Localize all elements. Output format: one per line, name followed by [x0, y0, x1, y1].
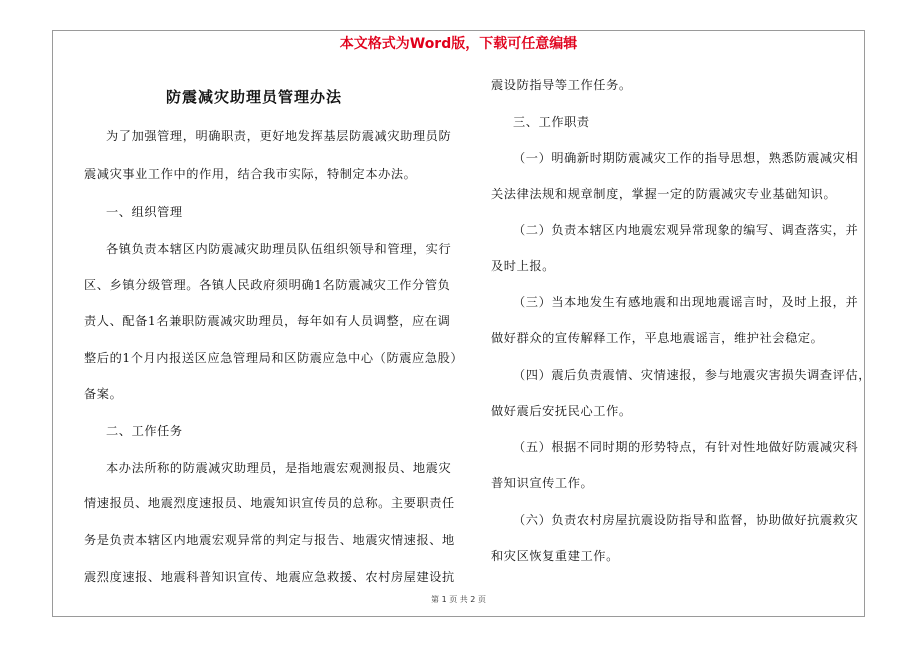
editable-banner: 本文格式为Word版，下载可任意编辑	[339, 36, 578, 52]
section-heading: 二、工作任务	[106, 424, 183, 438]
paragraph-line: 务是负责本辖区内地震宏观异常的判定与报告、地震灾情速报、地	[84, 533, 455, 547]
paragraph-line: （一）明确新时期防震减灾工作的指导思想，熟悉防震减灾相	[513, 151, 859, 165]
paragraph-line: 和灾区恢复重建工作。	[491, 549, 619, 563]
paragraph-line: 做好群众的宣传解释工作，平息地震谣言，维护社会稳定。	[491, 331, 824, 345]
paragraph-line: 震减灾事业工作中的作用，结合我市实际，特制定本办法。	[84, 167, 417, 181]
paragraph-line: 震烈度速报、地震科普知识宣传、地震应急救援、农村房屋建设抗	[84, 570, 455, 584]
paragraph-line: 备案。	[84, 387, 123, 401]
paragraph-line: （五）根据不同时期的形势特点，有针对性地做好防震减灾科	[513, 440, 859, 454]
section-heading: 三、工作职责	[513, 115, 590, 129]
paragraph-line: 责人、配备1名兼职防震减灾助理员，每年如有人员调整，应在调	[84, 314, 451, 328]
section-heading: 一、组织管理	[106, 205, 183, 219]
paragraph-line: （三）当本地发生有感地震和出现地震谣言时，及时上报，并	[513, 295, 859, 309]
paragraph-line: 普知识宣传工作。	[491, 476, 594, 490]
paragraph-line: 为了加强管理，明确职责，更好地发挥基层防震减灾助理员防	[106, 129, 452, 143]
paragraph-line: （四）震后负责震情、灾情速报，参与地震灾害损失调查评估，	[513, 368, 872, 382]
paragraph-line: （六）负责农村房屋抗震设防指导和监督，协助做好抗震救灾	[513, 513, 859, 527]
paragraph-line: 区、乡镇分级管理。各镇人民政府须明确1名防震减灾工作分管负	[84, 278, 451, 292]
paragraph-line: 做好震后安抚民心工作。	[491, 404, 632, 418]
paragraph-line: 整后的1个月内报送区应急管理局和区防震应急中心（防震应急股）	[84, 351, 464, 365]
paragraph-line: 本办法所称的防震减灾助理员，是指地震宏观测报员、地震灾	[106, 461, 452, 475]
paragraph-line: 震设防指导等工作任务。	[491, 78, 632, 92]
page-number-footer: 第 1 页 共 2 页	[431, 595, 486, 604]
paragraph-line: 关法律法规和规章制度，掌握一定的防震减灾专业基础知识。	[491, 187, 837, 201]
paragraph-line: （二）负责本辖区内地震宏观异常现象的编写、调查落实，并	[513, 223, 859, 237]
paragraph-line: 情速报员、地震烈度速报员、地震知识宣传员的总称。主要职责任	[84, 496, 455, 510]
document-title: 防震减灾助理员管理办法	[165, 88, 342, 106]
paragraph-line: 及时上报。	[491, 259, 555, 273]
paragraph-line: 各镇负责本辖区内防震减灾助理员队伍组织领导和管理，实行	[106, 242, 452, 256]
